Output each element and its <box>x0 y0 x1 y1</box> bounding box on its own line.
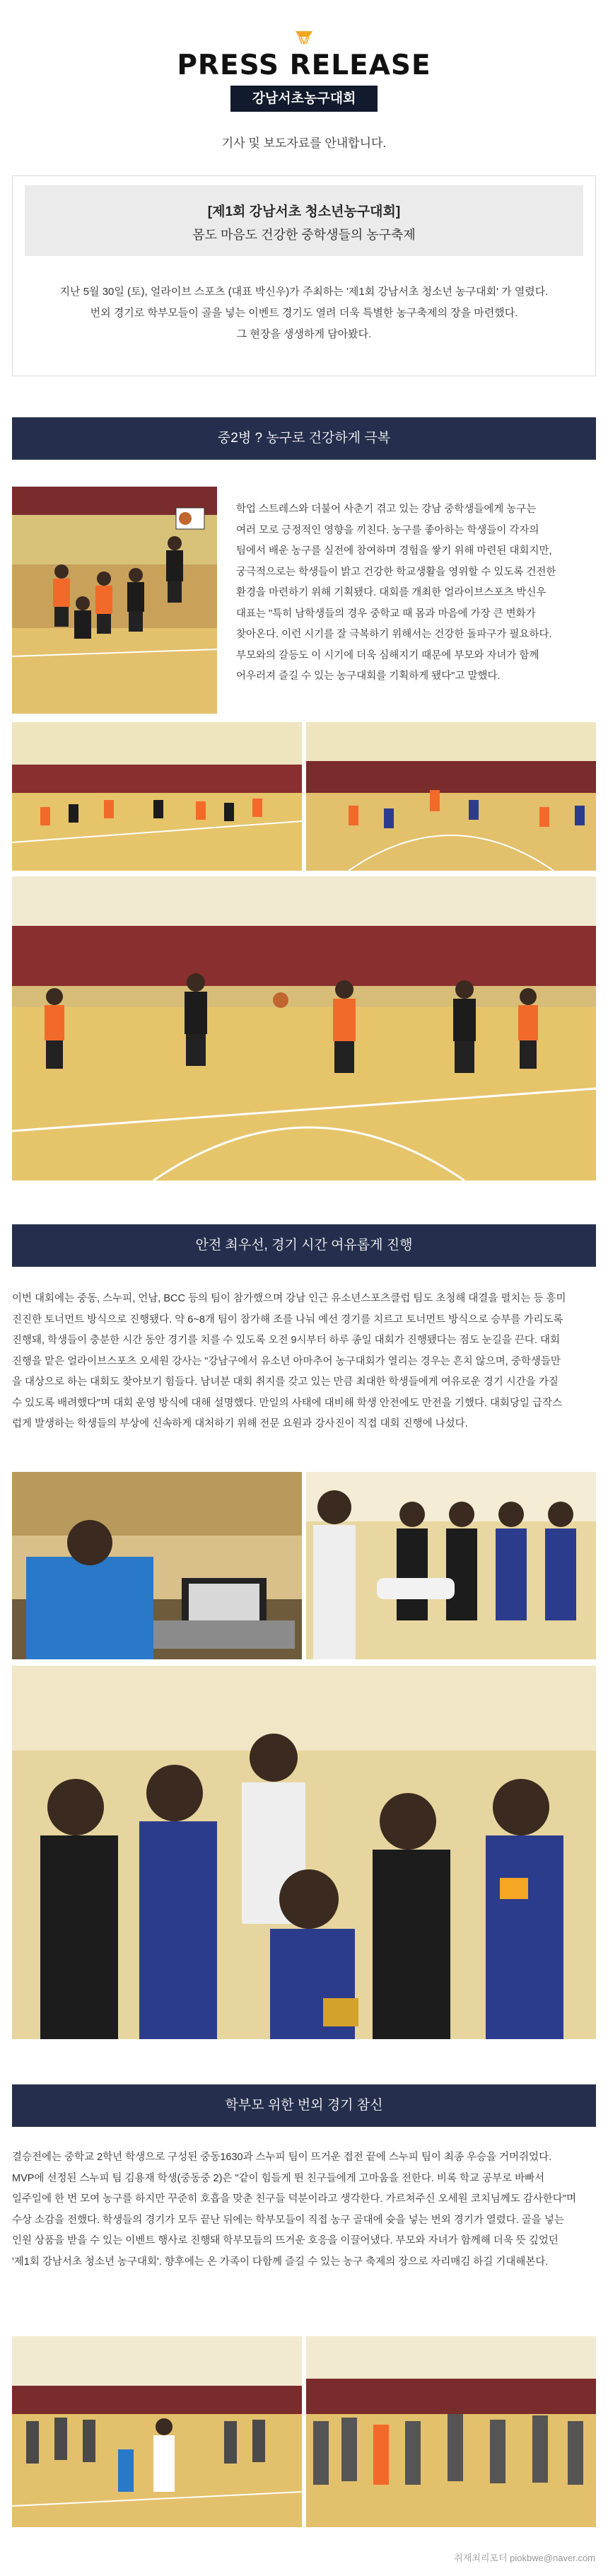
section3-paragraph <box>12 2147 599 2273</box>
text-line: 을 대상으로 하는 대회도 찾아보기 힘들다. 남녀분 대회 취지를 갖고 있는 만큼 최대한 학생들에게 여유로운 경기 시간을 가질 <box>12 1376 559 1388</box>
text-line: 이번 대회에는 중동, 스누피, 언남, BCC 등의 팀이 참가했으며 강남 인근 유소년스포츠클럽 팀도 초청해 대결을 펼치는 등 흥미 <box>12 1293 566 1304</box>
text-line: 어우러져 즐길 수 있는 농구대회를 기획하게 됐다"고 말했다. <box>236 671 501 682</box>
text-line: 진행을 맡은 얼라이브스포츠 오세원 강사는 "강남구에서 유소년 아마추어 농구대회가 열리는 경우는 흔치 않으며, 중학생들만 <box>12 1355 561 1367</box>
text-line: 환경을 마련하기 위해 기획됐다. 대회를 개최한 얼라이브스포츠 박신우 <box>236 587 546 598</box>
page-title: PRESS RELEASE <box>177 50 431 81</box>
page-tagline: 기사 및 보도자료를 안내합니다. <box>221 137 387 150</box>
photo-gym-game-wide <box>12 876 596 1180</box>
text-line: 진행돼, 학생들이 충분한 시간 동안 경기를 치를 수 있도록 오전 9시부터 하루 종일 대회가 진행됐다는 점도 눈길을 끈다. 대회 <box>12 1335 560 1346</box>
summary-line: 번외 경기로 학부모들이 골을 넣는 이벤트 경기도 열려 더욱 특별한 농구축제의 장을 마련했다. <box>90 307 518 319</box>
text-line: 궁극적으로는 학생들이 밝고 건강한 학교생활을 영위할 수 있도록 건전한 <box>236 566 556 578</box>
text-line: 대표는 "특히 남학생들의 경우 중학교 때 몸과 마음에 가장 큰 변화가 <box>236 608 536 620</box>
text-line: 인원 상품을 받을 수 있는 이벤트 행사로 진행돼 학부모들의 뜨거운 호응을 이끌어냈다. 부모와 자녀가 함께해 더욱 뜻 깊었던 <box>12 2235 559 2246</box>
reporter-credit: 취재최리포터 piokbwe@naver.com <box>454 2553 595 2563</box>
summary-line: 지난 5월 30일 (토), 얼라이브 스포츠 (대표 박신우)가 주최하는 '제1회 강남서초 청소년 농구대회' 가 열렸다. <box>59 286 549 298</box>
photo-staff-desk <box>12 1472 302 1659</box>
section-heading-2: 안전 최우선, 경기 시간 여유롭게 진행 <box>12 1224 596 1267</box>
text-line: 수상 소감을 전했다. 학생들의 경기가 모두 끝난 뒤에는 학부모들이 직접 농구 골대에 슛을 넣는 번외 경기가 열렸다. 골을 넣는 <box>12 2214 564 2226</box>
photo-gym-game-left <box>12 722 302 871</box>
photo-gym-game-right <box>306 722 596 871</box>
text-line: 진진한 토너먼트 방식으로 진행됐다. 약 6~8개 팀이 참가해 조를 나눠 예선 경기를 치르고 토너먼트 방식으로 승부를 가리도록 <box>12 1313 563 1325</box>
text-line: 결승전에는 중학교 2학년 학생으로 구성된 중동1630과 스누피 팀이 뜨거운 접전 끝에 스누피 팀이 최종 우승을 거머쥐었다. <box>12 2152 552 2163</box>
text-line: 팀에서 배운 농구를 실전에 참여하며 경험을 쌓기 위해 마련된 대회지만, <box>236 545 552 557</box>
section2-paragraph <box>12 1289 599 1435</box>
section-heading-1: 중2병 ? 농구로 건강하게 극복 <box>12 417 596 460</box>
summary-headline: [제1회 강남서초 청소년농구대회] <box>207 204 401 219</box>
section1-paragraph <box>236 499 597 687</box>
summary-text <box>25 282 583 345</box>
summary-line: 그 현장을 생생하게 담아봤다. <box>236 328 372 340</box>
photo-parents-shooting <box>12 2336 302 2527</box>
text-line: 부모와의 갈등도 이 시기에 더욱 심해지기 때문에 부모와 자녀가 함께 <box>236 649 539 661</box>
text-line: 여러 모로 긍정적인 영향을 끼친다. 농구를 좋아하는 학생들이 각자의 <box>236 524 539 536</box>
photo-team-standing <box>306 1472 596 1659</box>
summary-header <box>25 185 583 256</box>
summary-subheadline: 몸도 마음도 건강한 중학생들의 농구축제 <box>192 228 416 242</box>
text-line: 수 있도록 배려했다"며 대회 운영 방식에 대해 설명했다. 만일의 사태에 대비해 학생 안전에도 만전을 기했다. 대회당일 급작스 <box>12 1397 563 1409</box>
text-line: 럽게 발생하는 학생들의 부상에 신속하게 대처하기 위해 전문 요원과 강사진이 직접 대회 진행에 나섰다. <box>12 1418 468 1429</box>
section-heading-3: 학부모 위한 번외 경기 참신 <box>12 2084 596 2127</box>
text-line: 일주일에 한 번 모여 농구를 하지만 꾸준히 호흡을 맞춘 친구들 덕분이라고 생각한다. 가르쳐주신 오세원 코치님께도 감사한다"며 <box>12 2193 576 2205</box>
text-line: MVP에 선정된 스누피 팀 김용재 학생(중동중 2)은 "같이 힘들게 뛴 친구들에게 고마움을 전한다. 비록 학교 공부로 바빠서 <box>12 2172 545 2184</box>
photo-parents-crowd <box>306 2336 596 2527</box>
photo-players-jumping <box>12 487 217 714</box>
event-name-badge: 강남서초농구대회 <box>230 86 378 112</box>
text-line: '제1회 강남서초 청소년 농구대회'. 향후에는 온 가족이 다함께 즐길 수 있는 농구 축제의 장으로 자리매김 하길 기대해본다. <box>12 2256 549 2268</box>
text-line: 찾아온다. 이런 시기를 잘 극복하기 위해서는 건강한 돌파구가 필요하다. <box>236 629 552 640</box>
photo-team-celebration <box>12 1666 596 2039</box>
basketball-icon <box>293 30 315 45</box>
text-line: 학업 스트레스와 더불어 사춘기 겪고 있는 강남 중학생들에게 농구는 <box>236 504 537 515</box>
